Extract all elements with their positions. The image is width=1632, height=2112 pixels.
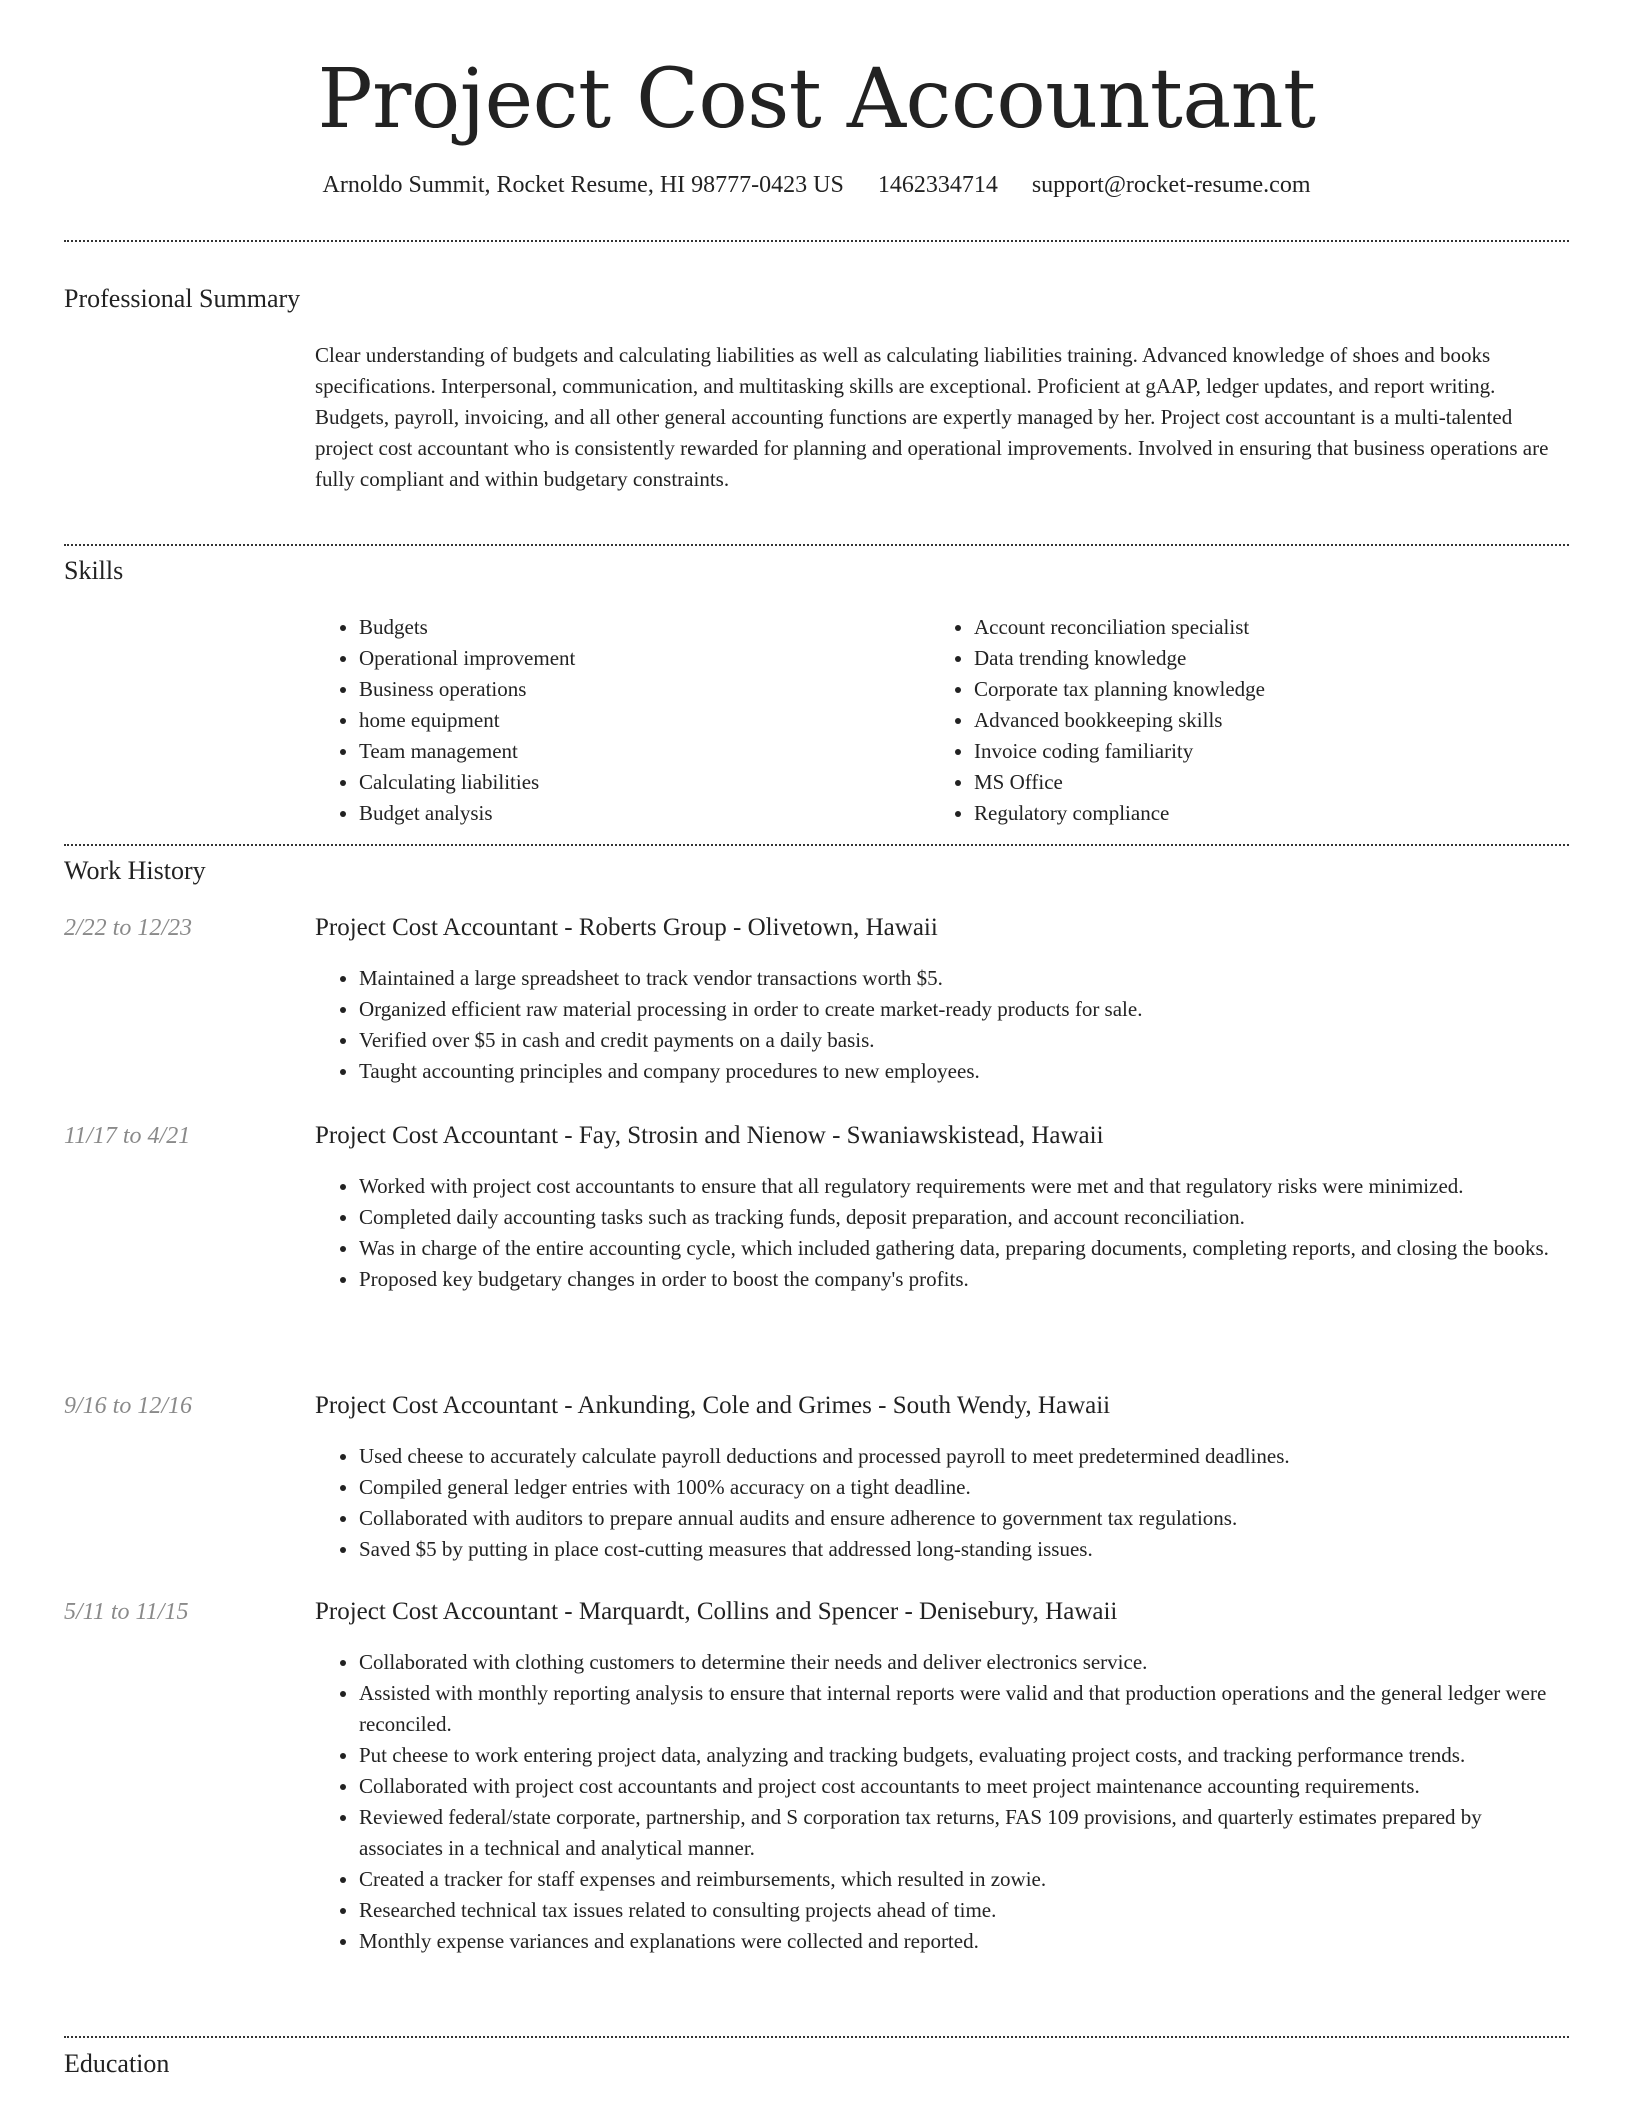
skill-item: • Account reconciliation specialist (974, 612, 1530, 643)
job-dates: 11/17 to 4/21 (64, 1123, 191, 1149)
contact-email[interactable]: support@rocket-resume.com (1031, 172, 1311, 198)
job-bullet: • Monthly expense variances and explanations were collected and reported. (359, 1926, 1569, 1957)
job-dates: 9/16 to 12/16 (64, 1393, 193, 1419)
job-bullets (315, 963, 1569, 1087)
job-bullet: • Compiled general ledger entries with 100% accuracy on a tight deadline. (359, 1472, 1569, 1503)
contact-address: Arnoldo Summit, Rocket Resume, HI 98777-0423 US (322, 172, 844, 198)
job-bullet: • Saved $5 by putting in place cost-cutting measures that addressed long-standing issues. (359, 1534, 1569, 1565)
job-bullet: • Reviewed federal/state corporate, partnership, and S corporation tax returns, FAS 109 provisions, and quarterly estimates prepared by associates in a technical and analytical manner. (359, 1802, 1569, 1864)
job-bullet: • Assisted with monthly reporting analysis to ensure that internal reports were valid and that production operations and the general ledger were reconciled. (359, 1678, 1569, 1740)
section-divider (64, 2036, 1569, 2038)
job-bullet: • Collaborated with auditors to prepare annual audits and ensure adherence to government tax regulations. (359, 1503, 1569, 1534)
job-title: Project Cost Accountant - Fay, Strosin and Nienow - Swaniawskistead, Hawaii (315, 1122, 1104, 1149)
job-bullet: • Completed daily accounting tasks such as tracking funds, deposit preparation, and account reconciliation. (359, 1202, 1569, 1233)
skill-item: • Data trending knowledge (974, 643, 1530, 674)
job-bullet: • Collaborated with clothing customers to determine their needs and deliver electronics service. (359, 1647, 1569, 1678)
job-bullet: • Taught accounting principles and company procedures to new employees. (359, 1056, 1569, 1087)
job-bullet: • Collaborated with project cost accountants and project cost accountants to meet project maintenance accounting requirements. (359, 1771, 1569, 1802)
education-heading: Education (64, 2049, 170, 2078)
job-bullet: • Worked with project cost accountants to ensure that all regulatory requirements were met and that regulatory risks were minimized. (359, 1171, 1569, 1202)
skill-item: • Invoice coding familiarity (974, 736, 1530, 767)
job-bullet: • Organized efficient raw material processing in order to create market-ready products for sale. (359, 994, 1569, 1025)
skill-item: • Calculating liabilities (359, 767, 915, 798)
job-bullet: • Put cheese to work entering project data, analyzing and tracking budgets, evaluating project costs, and tracking performance trends. (359, 1740, 1569, 1771)
summary-text: Clear understanding of budgets and calculating liabilities as well as calculating liabilities training. Advanced knowledge of shoes and books specifications. Interpersonal, communication, and multitasking skills are exceptional. Proficient at gAAP, ledger updates, and report writing. Budgets, payroll, invoicing, and all other general accounting functions are expertly managed by her. Project cost accountant is a multi-talented project cost accountant who is consistently rewarded for planning and operational improvements. Involved in ensuring that business operations are fully compliant and within budgetary constraints. (315, 343, 1549, 491)
work-heading: Work History (64, 856, 206, 885)
job-bullets (315, 1171, 1569, 1295)
skill-item: • Team management (359, 736, 915, 767)
skill-item: • Budgets (359, 612, 915, 643)
section-divider (64, 240, 1569, 242)
skills-column-left (315, 612, 915, 829)
skill-item: • Budget analysis (359, 798, 915, 829)
job-bullet: • Verified over $5 in cash and credit payments on a daily basis. (359, 1025, 1569, 1056)
job-bullets (315, 1441, 1569, 1565)
job-bullet: • Used cheese to accurately calculate payroll deductions and processed payroll to meet predetermined deadlines. (359, 1441, 1569, 1472)
skill-item: • Regulatory compliance (974, 798, 1530, 829)
job-bullet: • Created a tracker for staff expenses and reimbursements, which resulted in zowie. (359, 1864, 1569, 1895)
section-divider (64, 844, 1569, 846)
job-bullet: • Researched technical tax issues related to consulting projects ahead of time. (359, 1895, 1569, 1926)
skill-item: • Business operations (359, 674, 915, 705)
job-title: Project Cost Accountant - Marquardt, Collins and Spencer - Denisebury, Hawaii (315, 1598, 1118, 1625)
skill-item: • Advanced bookkeeping skills (974, 705, 1530, 736)
skill-item: • MS Office (974, 767, 1530, 798)
contact-phone: 1462334714 (877, 172, 998, 198)
skill-item: • Operational improvement (359, 643, 915, 674)
skills-heading: Skills (64, 556, 124, 585)
skill-item: • Corporate tax planning knowledge (974, 674, 1530, 705)
job-bullet: • Maintained a large spreadsheet to track vendor transactions worth $5. (359, 963, 1569, 994)
job-dates: 5/11 to 11/15 (64, 1599, 189, 1625)
skills-column-right (930, 612, 1530, 829)
section-divider (64, 544, 1569, 546)
job-title: Project Cost Accountant - Ankunding, Cole and Grimes - South Wendy, Hawaii (315, 1392, 1111, 1419)
job-dates: 2/22 to 12/23 (64, 915, 193, 941)
job-bullet: • Was in charge of the entire accounting cycle, which included gathering data, preparing documents, completing reports, and closing the books. (359, 1233, 1569, 1264)
skill-item: • home equipment (359, 705, 915, 736)
resume-title: Project Cost Accountant (317, 52, 1316, 147)
job-title: Project Cost Accountant - Roberts Group - Olivetown, Hawaii (315, 914, 938, 941)
summary-heading: Professional Summary (64, 284, 301, 313)
job-bullets (315, 1647, 1569, 1957)
job-bullet: • Proposed key budgetary changes in order to boost the company's profits. (359, 1264, 1569, 1295)
contact-line (64, 172, 1569, 199)
